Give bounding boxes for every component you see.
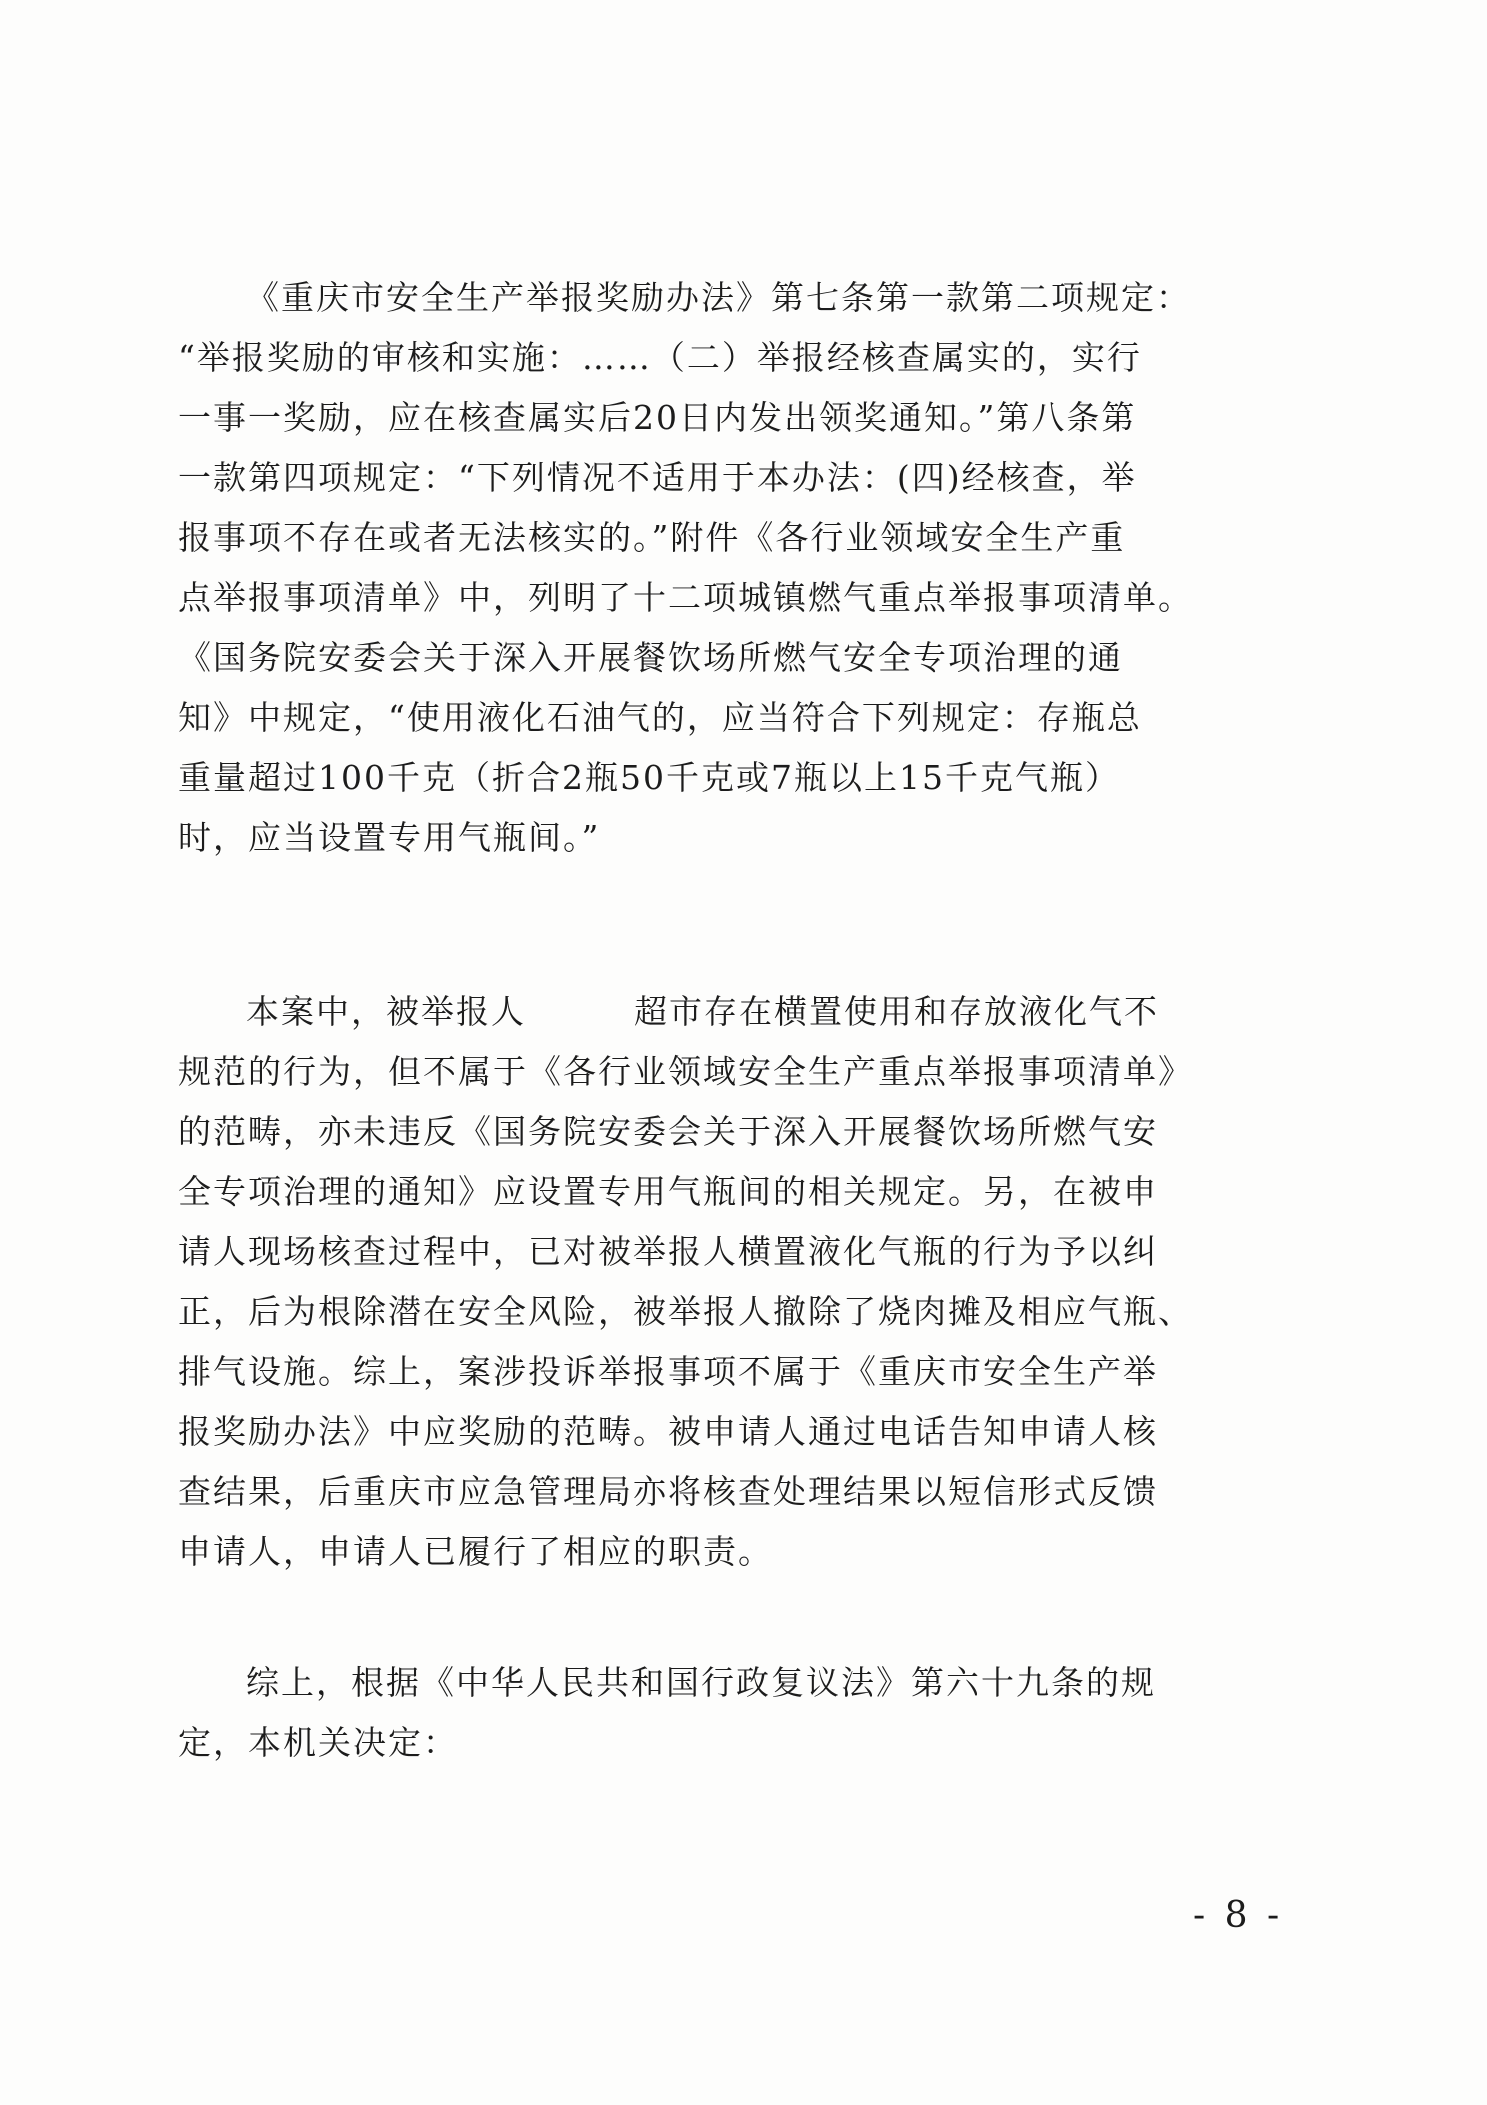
- text-line: 规范的行为，但不属于《各行业领域安全生产重点举报事项清单》: [178, 1052, 1193, 1091]
- paragraph-decision: [178, 1653, 1288, 1773]
- text-line: 报奖励办法》中应奖励的范畴。被申请人通过电话告知申请人核: [178, 1412, 1158, 1451]
- text-line: “举报奖励的审核和实施：……（二）举报经核查属实的，实行: [178, 338, 1142, 377]
- text-segment: 超市存在横置使用和存放液化气不: [634, 992, 1159, 1031]
- text-line: 正，后为根除潜在安全风险，被举报人撤除了烧肉摊及相应气瓶、: [178, 1292, 1193, 1331]
- text-line: 一款第四项规定：“下列情况不适用于本办法：(四)经核查，举: [178, 458, 1137, 497]
- text-line: 一事一奖励，应在核查属实后20日内发出领奖通知。”第八条第: [178, 398, 1137, 437]
- text-line: 点举报事项清单》中，列明了十二项城镇燃气重点举报事项清单。: [178, 578, 1193, 617]
- text-line: 报事项不存在或者无法核实的。”附件《各行业领域安全生产重: [178, 518, 1126, 557]
- text-line: 重量超过100千克（折合2瓶50千克或7瓶以上15千克气瓶）: [178, 758, 1120, 797]
- text-line: 知》中规定，“使用液化石油气的，应当符合下列规定：存瓶总: [178, 698, 1142, 737]
- text-line: 综上，根据《中华人民共和国行政复议法》第六十九条的规: [246, 1663, 1156, 1702]
- text-segment: 本案中，被举报人: [246, 992, 526, 1031]
- paragraph-case-analysis: [178, 982, 1288, 1582]
- text-line: 《国务院安委会关于深入开展餐饮场所燃气安全专项治理的通: [178, 638, 1123, 677]
- page-number: - 8 -: [1193, 1895, 1284, 1936]
- text-line: 的范畴，亦未违反《国务院安委会关于深入开展餐饮场所燃气安: [178, 1112, 1158, 1151]
- text-line: 时，应当设置专用气瓶间。”: [178, 818, 601, 857]
- text-line-first: [178, 982, 1288, 1042]
- text-line: 申请人，申请人已履行了相应的职责。: [178, 1532, 773, 1571]
- text-line: 全专项治理的通知》应设置专用气瓶间的相关规定。另，在被申: [178, 1172, 1158, 1211]
- text-line: 查结果，后重庆市应急管理局亦将核查处理结果以短信形式反馈: [178, 1472, 1158, 1511]
- text-line: 《重庆市安全生产举报奖励办法》第七条第一款第二项规定：: [246, 278, 1191, 317]
- text-line: 排气设施。综上，案涉投诉举报事项不属于《重庆市安全生产举: [178, 1352, 1158, 1391]
- text-line: 请人现场核查过程中，已对被举报人横置液化气瓶的行为予以纠: [178, 1232, 1158, 1271]
- text-line: 定，本机关决定：: [178, 1723, 458, 1762]
- paragraph-regulations: [178, 268, 1288, 868]
